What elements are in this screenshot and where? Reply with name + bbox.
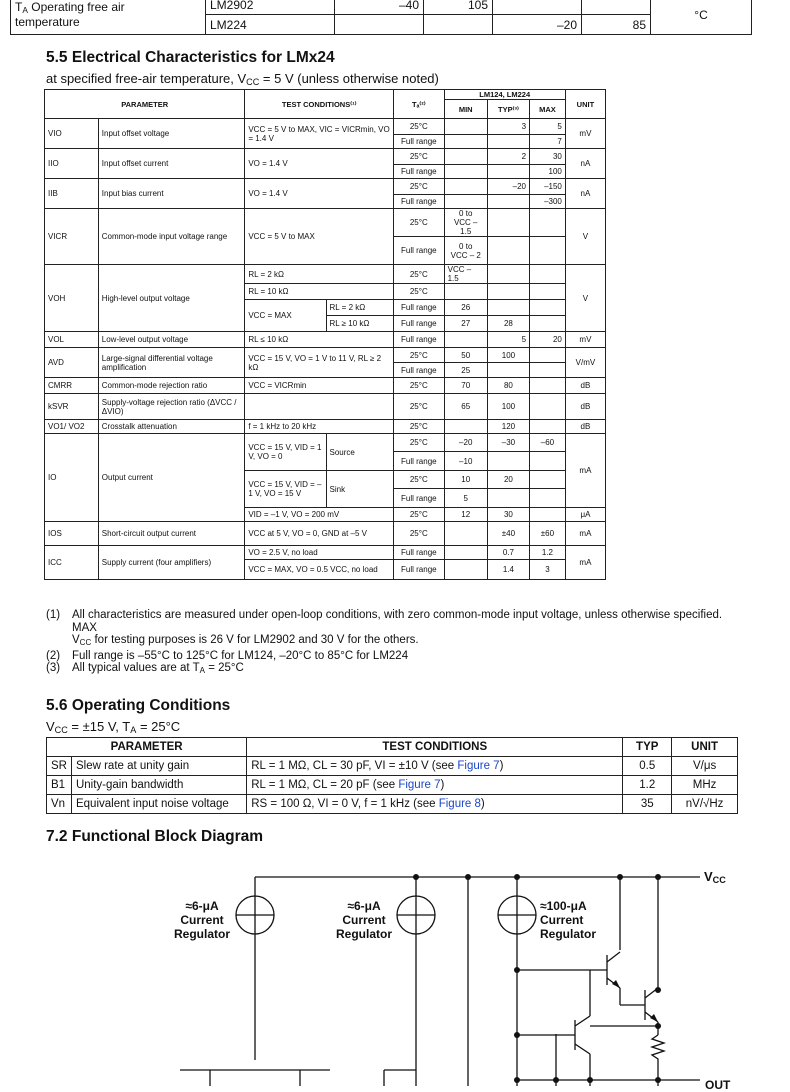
vio-cond: VCC = 5 V to MAX, VIC = VICRmin, VO = 1.4 V bbox=[245, 119, 394, 149]
ta-parameter-cell: $T_A$ Operating free air temperature bbox=[11, 0, 206, 35]
out-label: OUT bbox=[705, 1078, 731, 1092]
header-typ: TYP⁽³⁾ bbox=[487, 100, 529, 119]
avd-name: Large-signal differential voltage amplification bbox=[98, 348, 245, 378]
max-lm224: 85 bbox=[582, 15, 651, 35]
voh-name: High-level output voltage bbox=[98, 265, 245, 332]
crosstalk-symbol: VO1/ VO2 bbox=[45, 420, 99, 434]
regulator-2-label: ≈6-μA Current Regulator bbox=[335, 899, 392, 941]
ios-symbol: IOS bbox=[45, 522, 99, 546]
regulator-3-label: ≈100-μA Current Regulator bbox=[540, 899, 597, 941]
table-row: B1 Unity-gain bandwidth RL = 1 MΩ, CL = 20 pF (see Figure 7) 1.2 MHz bbox=[47, 776, 738, 795]
header-max: MAX bbox=[530, 100, 566, 119]
regulator-1-label: ≈6-μA Current Regulator bbox=[173, 899, 230, 941]
io-symbol: IO bbox=[45, 434, 99, 522]
ksvr-symbol: kSVR bbox=[45, 394, 99, 420]
device-lm224: LM224 bbox=[206, 15, 335, 35]
min-lm224: –20 bbox=[493, 15, 582, 35]
table-row: SR Slew rate at unity gain RL = 1 MΩ, CL = 30 pF, VI = ±10 V (see Figure 7) 0.5 V/μs bbox=[47, 757, 738, 776]
header-ta: Tₐ⁽²⁾ bbox=[394, 90, 445, 119]
min-lm2902: –40 bbox=[335, 0, 424, 15]
header-min: MIN bbox=[444, 100, 487, 119]
vol-symbol: VOL bbox=[45, 332, 99, 348]
temperature-table-fragment bbox=[10, 0, 752, 35]
iio-name: Input offset current bbox=[98, 149, 245, 179]
table-row: Vn Equivalent input noise voltage RS = 100 Ω, VI = 0 V, f = 1 kHz (see Figure 8) 35 nV/√Hz bbox=[47, 795, 738, 814]
iib-cond: VO = 1.4 V bbox=[245, 179, 394, 209]
figure-7-link[interactable]: Figure 7 bbox=[398, 779, 441, 791]
functional-block-diagram bbox=[0, 860, 790, 1086]
section-7-2-heading: 7.2 Functional Block Diagram bbox=[46, 828, 264, 845]
iib-name: Input bias current bbox=[98, 179, 245, 209]
io-name: Output current bbox=[98, 434, 245, 522]
figure-7-link[interactable]: Figure 7 bbox=[457, 760, 500, 772]
vio-name: Input offset voltage bbox=[98, 119, 245, 149]
section-5-5-heading: 5.5 Electrical Characteristics for LMx24 bbox=[46, 49, 335, 66]
vicr-cond: VCC = 5 V to MAX bbox=[245, 209, 394, 265]
header-test-conditions: TEST CONDITIONS⁽¹⁾ bbox=[245, 90, 394, 119]
icc-symbol: ICC bbox=[45, 546, 99, 580]
vol-name: Low-level output voltage bbox=[98, 332, 245, 348]
header-unit: UNIT bbox=[565, 90, 605, 119]
section-5-5-subtitle: at specified free-air temperature, $V_{CC} = 5$ V (unless otherwise noted) bbox=[46, 71, 439, 87]
figure-8-link[interactable]: Figure 8 bbox=[438, 798, 481, 810]
vicr-name: Common-mode input voltage range bbox=[98, 209, 245, 265]
voh-symbol: VOH bbox=[45, 265, 99, 332]
notes: (1) All characteristics are measured under open-loop conditions, with zero common-mode input voltage, unless otherwise specified. MAX $V_{CC}$ for testing purposes is 26 V for LM2902 and 30 V for the others. (2) Full range is –55°C to 125°C for LM124, –20°C to 85°C for LM224 (3) All typical values are at $T_A = 25^\circ C$ bbox=[46, 609, 723, 675]
unit-celsius: °C bbox=[651, 0, 752, 35]
vicr-symbol: VICR bbox=[45, 209, 99, 265]
avd-symbol: AVD bbox=[45, 348, 99, 378]
max-lm2902: 105 bbox=[424, 0, 493, 15]
section-5-6-heading: 5.6 Operating Conditions bbox=[46, 697, 231, 714]
header-group: LM124, LM224 bbox=[444, 90, 565, 100]
cmrr-symbol: CMRR bbox=[45, 378, 99, 394]
electrical-characteristics-table: PARAMETER TEST CONDITIONS⁽¹⁾ Tₐ⁽²⁾ LM124, LM224 UNIT MIN TYP⁽³⁾ MAX VIO Input offset voltage VCC = 5 V to MAX, VIC = VICRmin, VO = 1.4 V 25°C 3 5 mV Full range 7 IIO Input offset current VO = 1.4 V 25°C 2 30 nA Full range 100 IIB Input bias current VO = 1.4 V 25°C –20 –150 nA Full range –300 VICR Common-mode input voltage range VCC = 5 V to MAX 25°C 0 to VCC – 1.5 V Full range 0 to VCC – 2 VOH High-level output voltage RL = 2 kΩ 25°C VCC – 1.5 V RL = 10 kΩ 25°C VCC = MAX RL = 2 kΩ Full range 26 RL ≥ 10 kΩ Full range 27 28 VOL Low-level output voltage RL ≤ 10 kΩ Full range 5 20 mV AVD Large-signal differential voltage amplification VCC = 15 V, VO = 1 V to 11 V, RL ≥ 2 kΩ 25°C 50 100 V/mV Full range 25 CMRR Common-mode rejection ratio VCC = VICRmin 25°C 70 80 dB kSVR Supply-voltage rejection ratio (ΔVCC /ΔVIO) 25°C 65 100 dB VO1/ VO2 Crosstalk attenuation f = 1 kHz to 20 kHz 25°C 120 dB IO Output current VCC = 15 V, VID = 1 V, VO = 0 Source 25°C –20 –30 –60 mA Full range –10 VCC = 15 V, VID = –1 V, VO = 15 V Sink 25°C 10 20 Full range 5 VID = –1 V, VO = 200 mV 25°C 12 30 μA IOS Short-circuit output current VCC at 5 V, VO = 0, GND at –5 V 25°C ±40 ±60 mA ICC Supply current (four amplifiers) VO = 2.5 V, no load Full range 0.7 1.2 mA VCC = MAX, VO = 0.5 VCC, no load Full range 1.4 3 bbox=[44, 89, 606, 580]
device-lm2902: LM2902 bbox=[206, 0, 335, 15]
section-5-6-subtitle: $V_{CC} = \pm 15$ V, $T_A = 25^\circ C$ bbox=[46, 719, 181, 735]
operating-conditions-table: PARAMETER TEST CONDITIONS TYP UNIT SR Slew rate at unity gain RL = 1 MΩ, CL = 30 pF, VI = ±10 V (see Figure 7) 0.5 V/μs B1 Unity-gain bandwidth RL = 1 MΩ, CL = 20 pF (see Figure 7) 1.2 MHz Vn Equivalent input noise voltage RS = 100 Ω, VI = 0 V, f = 1 kHz (see Figure 8) 35 nV/√Hz bbox=[46, 737, 738, 814]
vio-symbol: VIO bbox=[45, 119, 99, 149]
header-parameter: PARAMETER bbox=[45, 90, 245, 119]
iio-cond: VO = 1.4 V bbox=[245, 149, 394, 179]
iio-symbol: IIO bbox=[45, 149, 99, 179]
vcc-label: $V_{CC}$ bbox=[704, 869, 726, 885]
iib-symbol: IIB bbox=[45, 179, 99, 209]
